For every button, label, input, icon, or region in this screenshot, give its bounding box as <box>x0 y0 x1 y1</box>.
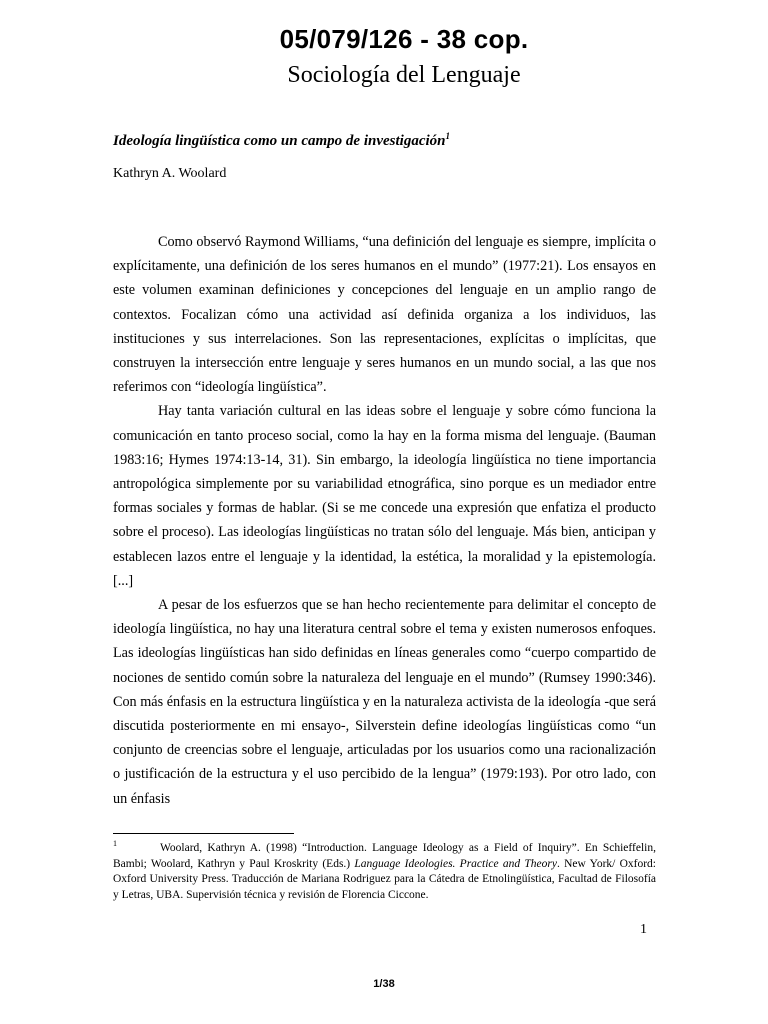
footnote-mark: 1 <box>113 839 117 848</box>
pdf-page-indicator: 1/38 <box>373 978 395 990</box>
paragraph: A pesar de los esfuerzos que se han hecho recientemente para delimitar el concepto de ideología lingüística, no hay una literatura central sobre el tema y existen numerosos enfoques. Las ideologías lingüísticas han sido definidas en líneas generales como “cuerpo compartido de nociones de sentido común sobre la naturaleza del lenguaje en el mundo” (Rumsey 1990:346). Con más énfasis en la estructura lingüística y en la naturaleza activista de la ideología -que será discutida posteriormente en mi ensayo-, Silverstein define ideologías lingüísticas como “un conjunto de creencias sobre el lenguaje, articuladas por los usuarios como una racionalización o justificación de la estructura y el uso percibido de la lengua” (1979:193). Por otro lado, con un énfasis <box>113 597 656 807</box>
article-author: Kathryn A. Woolard <box>113 166 227 181</box>
paragraph: Como observó Raymond Williams, “una definición del lenguaje es siempre, implícita o explícitamente, una definición de los seres humanos en el mundo” (1977:21). Los ensayos en este volumen examinan definiciones y concepciones del lenguaje en un amplio rango de contextos. Focalizan cómo una actividad así definida organiza a los individuos, las instituciones y sus interrelaciones. Son las representaciones, explícitas o implícitas, que construyen la intersección entre lenguaje y seres humanos en un mundo social, a las que nos referimos con “ideología lingüística”. <box>113 234 656 396</box>
paragraph: Hay tanta variación cultural en las ideas sobre el lenguaje y sobre cómo funciona la comunicación en tanto proceso social, como la hay en la forma misma del lenguaje. (Bauman 1983:16; Hymes 1974:13-14, 31). Sin embargo, la ideología lingüística no tiene importancia antropológica simplemente por su variabilidad etnográfica, sino porque es un mediador entre formas sociales y formas de hablar. (Si se me concede una expresión que enfatiza el producto sobre el proceso). Las ideologías lingüísticas no tratan sólo del lenguaje. Más bien, anticipan y establecen lazos entre el lenguaje y la identidad, la estética, la moralidad y la epistemología. [...] <box>113 403 656 589</box>
article-title <box>113 131 450 150</box>
course-subject-header: Sociología del Lenguaje <box>287 62 521 88</box>
article-body <box>113 230 656 811</box>
footnote <box>113 836 656 903</box>
page-number: 1 <box>640 922 647 937</box>
document-code-header: 05/079/126 - 38 cop. <box>279 24 529 54</box>
footnote-text-after: . New York/ Oxford: Oxford University Press. Traducción de Mariana Rodriguez para la Cátedra de Etnolingüística, Facultad de Filosofía y Letras, UBA. Supervisión técnica y revisión de Florencia Ciccone. <box>113 857 657 901</box>
footnote-book-title: Language Ideologies. Practice and Theory <box>354 857 557 870</box>
article-title-text: Ideología lingüística como un campo de investigación <box>113 133 446 149</box>
footnote-reference: 1 <box>445 131 451 141</box>
footnote-divider <box>113 833 294 834</box>
footnote-text-before: Woolard, Kathryn A. (1998) “Introduction. Language Ideology as a Field of Inquiry”. En Schieffelin, Bambi; Woolard, Kathryn y Paul Kroskrity (Eds.) <box>113 842 656 870</box>
